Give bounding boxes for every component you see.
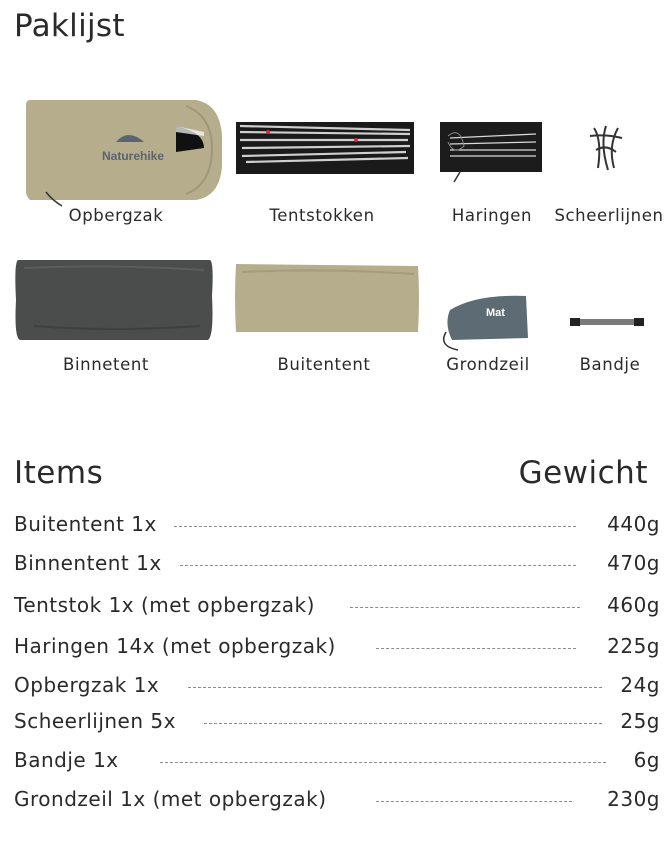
tent-pegs-image xyxy=(440,122,542,184)
item-weight: 25g xyxy=(620,709,660,733)
table-row xyxy=(14,593,662,623)
table-row xyxy=(14,787,662,817)
item-name: Opbergzak 1x xyxy=(14,673,163,697)
item-weight: 225g xyxy=(607,634,660,658)
item-name: Grondzeil 1x (met opbergzak) xyxy=(14,787,331,811)
item-weight: 460g xyxy=(607,593,660,617)
brand-naturehike: Naturehike xyxy=(102,149,165,163)
item-weight: 230g xyxy=(607,787,660,811)
product-label-grondzeil: Grondzeil xyxy=(446,355,530,374)
product-label-buitentent: Buitentent xyxy=(277,355,371,374)
item-name: Scheerlijnen 5x xyxy=(14,709,180,733)
leader-line xyxy=(180,565,576,566)
table-row xyxy=(14,709,662,739)
groundsheet-image xyxy=(436,292,530,352)
table-row xyxy=(14,551,662,581)
weight-column-header: Gewicht xyxy=(518,455,648,491)
product-label-scheerlijnen: Scheerlijnen xyxy=(554,206,664,225)
item-weight: 440g xyxy=(607,512,660,536)
product-label-bandje: Bandje xyxy=(579,355,641,374)
item-name: Haringen 14x (met opbergzak) xyxy=(14,634,340,658)
item-weight: 6g xyxy=(633,748,660,772)
item-weight: 24g xyxy=(620,673,660,697)
leader-line xyxy=(350,607,580,608)
guy-ropes-image xyxy=(586,124,626,172)
inner-tent-image xyxy=(14,256,214,342)
table-row xyxy=(14,673,662,703)
product-label-binnetent: Binnetent xyxy=(63,355,149,374)
leader-line xyxy=(204,723,602,724)
product-label-haringen: Haringen xyxy=(451,206,533,225)
item-name: Tentstok 1x (met opbergzak) xyxy=(14,593,319,617)
item-name: Buitentent 1x xyxy=(14,512,161,536)
page-title: Paklijst xyxy=(14,8,125,44)
table-row xyxy=(14,512,662,542)
outer-tent-image xyxy=(234,262,420,334)
leader-line xyxy=(188,687,602,688)
table-row xyxy=(14,634,662,664)
leader-line xyxy=(376,648,576,649)
items-column-header: Items xyxy=(14,455,104,491)
item-weight: 470g xyxy=(607,551,660,575)
item-name: Binnentent 1x xyxy=(14,551,166,575)
table-row xyxy=(14,748,662,778)
leader-line xyxy=(174,526,576,527)
leader-line xyxy=(376,801,572,802)
storage-bag-image xyxy=(26,96,224,208)
item-name: Bandje 1x xyxy=(14,748,123,772)
product-label-opbergzak: Opbergzak xyxy=(68,206,164,225)
product-label-tentstokken: Tentstokken xyxy=(269,206,375,225)
brand-mat: Mat xyxy=(486,307,505,319)
leader-line xyxy=(160,762,606,763)
strap-image xyxy=(568,314,646,328)
tent-poles-image xyxy=(236,118,414,178)
